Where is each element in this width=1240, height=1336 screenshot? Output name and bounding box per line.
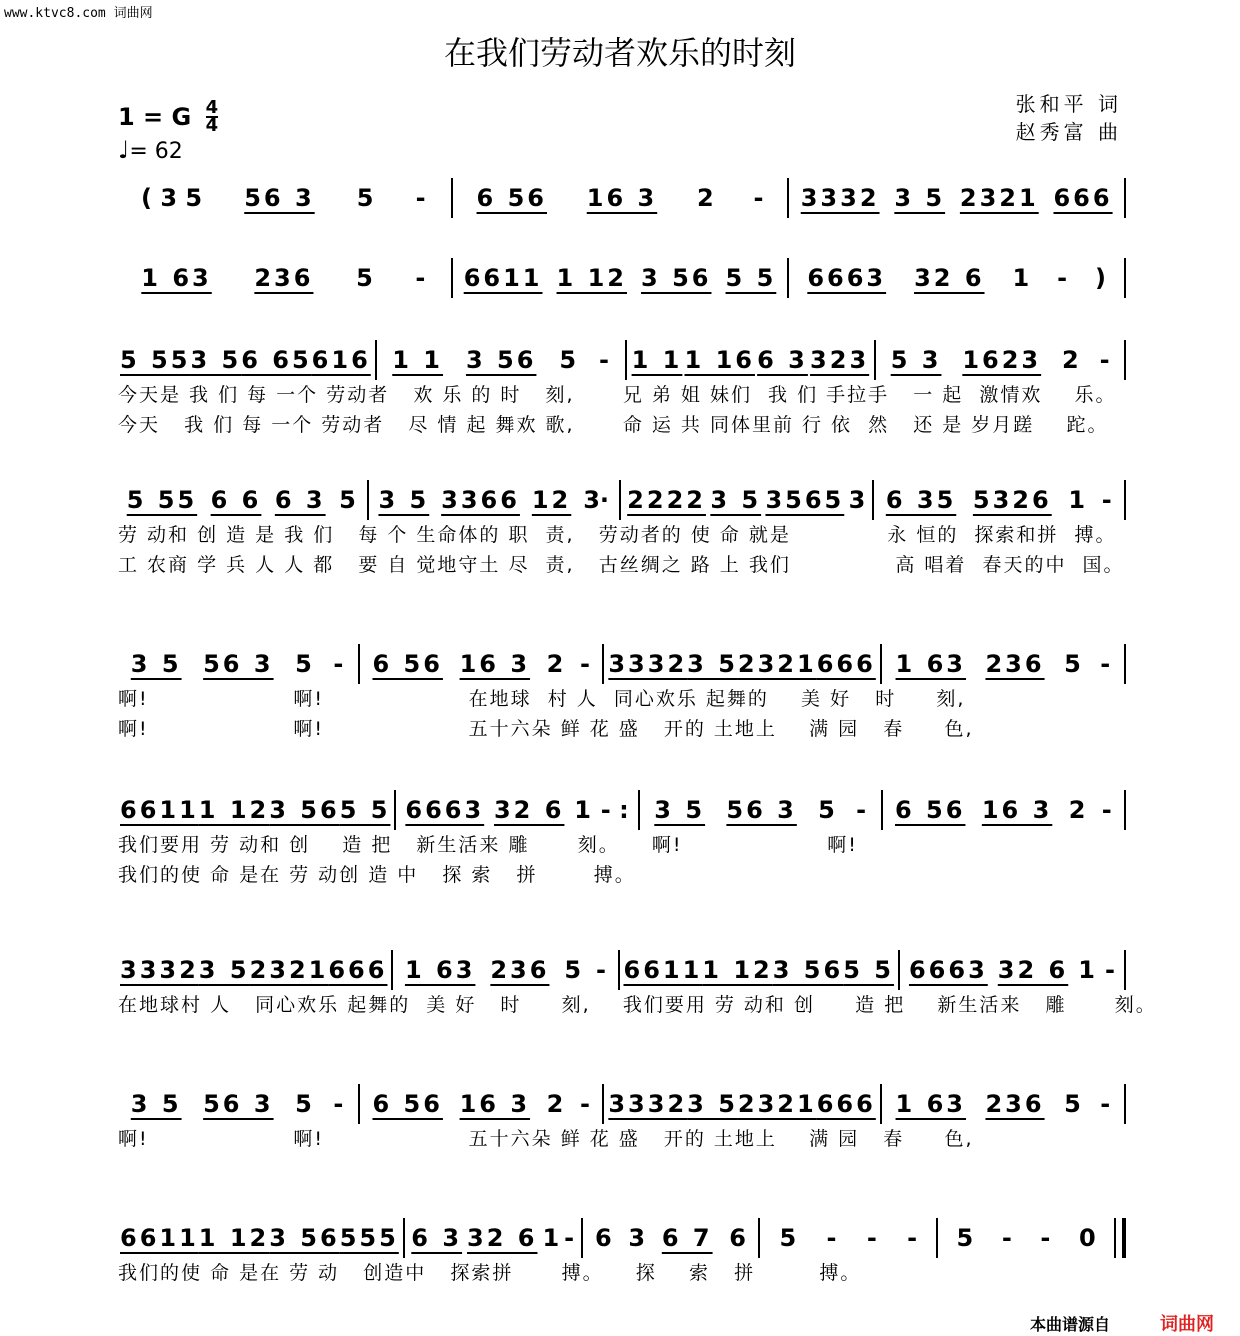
note-group: 5	[339, 486, 356, 514]
note-group: - :	[600, 796, 629, 824]
note-group: 666	[816, 1090, 876, 1118]
note-group: 3332	[120, 956, 199, 984]
measure	[116, 790, 394, 830]
note-group: -	[826, 1224, 837, 1252]
note-group: -	[866, 1224, 877, 1252]
measure	[620, 950, 898, 990]
note-group: 3	[628, 1224, 646, 1252]
note-group: -	[333, 1090, 344, 1118]
note-group: 5	[779, 1224, 797, 1252]
note-group: 2222	[627, 486, 706, 514]
note-group: 5 3	[890, 346, 942, 374]
note-group: 1 12	[198, 1224, 270, 1252]
note-group: 6 35	[885, 486, 957, 514]
note-group: 5	[295, 1090, 312, 1118]
measure	[116, 644, 358, 684]
measure	[116, 178, 451, 218]
note-group: 1 1	[392, 346, 444, 374]
note-group: -	[599, 346, 609, 374]
note-group: 2321	[959, 184, 1039, 212]
lyric-line: 啊! 啊! 在地球 村 人 同心欢乐 起舞的 美 好 时 刻,	[118, 688, 966, 710]
note-group: 236	[985, 650, 1045, 678]
note-group: 5	[356, 264, 373, 292]
barline	[1124, 480, 1126, 520]
composer: 赵秀富 曲	[1015, 120, 1122, 144]
note-group: -	[1099, 346, 1110, 374]
note-group: 2	[1062, 346, 1079, 374]
measure	[360, 644, 602, 684]
measure	[627, 340, 875, 380]
measure	[405, 1218, 581, 1258]
measure	[604, 644, 879, 684]
note-group: 5	[559, 346, 577, 374]
measure	[604, 1084, 879, 1124]
note-group: 666	[816, 650, 876, 678]
measure	[789, 178, 1124, 218]
note-group: 6 3	[411, 1224, 463, 1252]
footer-brand: 词曲网	[1160, 1314, 1214, 1335]
measure	[360, 1084, 602, 1124]
lyric-line: 劳 动和 创 造 是 我 们 每 个 生命体的 职 责, 劳动者的 使 命 就是 永 恒的 探索和拼 搏。	[118, 524, 1117, 546]
note-group: 6663	[908, 956, 988, 984]
note-group: 6611	[463, 264, 543, 292]
note-group: -	[564, 1224, 575, 1252]
notation-row	[116, 178, 1126, 218]
note-group: 32 6	[493, 796, 565, 824]
note-group: 2321	[737, 1090, 817, 1118]
measure	[396, 790, 637, 830]
note-group: 2	[546, 1090, 564, 1118]
barline	[1114, 1218, 1126, 1258]
measure	[876, 340, 1124, 380]
score-line	[116, 258, 1126, 298]
measure	[116, 1084, 358, 1124]
notation-row	[116, 1084, 1126, 1124]
note-group: 555	[339, 1224, 399, 1252]
quarter-note-icon: ♩	[118, 136, 130, 164]
note-group: 3 5	[894, 184, 946, 212]
song-title: 在我们劳动者欢乐的时刻	[443, 34, 796, 72]
note-group: 6 6	[210, 486, 262, 514]
note-group: 5 55	[120, 346, 191, 374]
note-group: 2	[1068, 796, 1086, 824]
note-group: 1 63	[895, 1090, 966, 1118]
note-group: -	[1104, 956, 1115, 984]
measure	[760, 1218, 936, 1258]
note-group: 32 6	[997, 956, 1069, 984]
note-group: 5326	[972, 486, 1052, 514]
note-group: -	[333, 650, 344, 678]
measure	[882, 644, 1124, 684]
measure	[453, 258, 788, 298]
notation-row	[116, 480, 1126, 520]
note-group: 56 3	[203, 650, 274, 678]
barline	[1124, 950, 1126, 990]
note-group: 5	[295, 650, 312, 678]
note-group: 1 63	[141, 264, 212, 292]
barline	[1124, 178, 1126, 218]
key-signature	[118, 97, 219, 136]
note-group: 236	[254, 264, 314, 292]
measure	[377, 340, 625, 380]
note-group: 56 3	[726, 796, 797, 824]
measure	[116, 1218, 403, 1258]
lyricist: 张和平 词	[1015, 92, 1122, 116]
lyric-line: 啊! 啊! 五十六朵 鲜 花 盛 开的 土地上 满 园 春 色,	[118, 718, 974, 740]
note-group: 3332	[800, 184, 880, 212]
note-group: 1 63	[404, 956, 476, 984]
footer-source: 本曲谱源自	[1030, 1315, 1111, 1334]
note-group: 32 6	[467, 1224, 538, 1252]
note-group: 2321	[249, 956, 329, 984]
measure	[874, 480, 1125, 520]
tempo	[118, 136, 183, 164]
note-group: -	[415, 264, 426, 292]
measure	[882, 1084, 1124, 1124]
lyric-line: 今天是 我 们 每 一个 劳动者 欢 乐 的 时 刻, 兄 弟 姐 妹们 我 们 手拉手 一 起 激情欢 乐。	[118, 384, 1117, 406]
note-group: 1	[1078, 956, 1095, 984]
note-group: 6 56	[372, 650, 443, 678]
note-group: 32 6	[914, 264, 985, 292]
notation-row	[116, 340, 1126, 380]
measure	[116, 950, 391, 990]
note-group: )	[1095, 264, 1107, 292]
note-group: 1 16	[684, 346, 755, 374]
measure	[393, 950, 617, 990]
note-group: 6 56	[895, 796, 966, 824]
note-group: 6611	[120, 796, 199, 824]
score-line	[116, 178, 1126, 218]
note-group: -	[1101, 486, 1112, 514]
note-group: -	[1001, 1224, 1012, 1252]
note-group: 56 3	[244, 184, 315, 212]
note-group: 0	[1078, 1224, 1096, 1252]
note-group: 3 5	[198, 956, 250, 984]
note-group: 5 5	[725, 264, 777, 292]
note-group: 6611	[623, 956, 703, 984]
note-group: 1 12	[702, 956, 773, 984]
measure	[116, 340, 375, 380]
note-group: 236	[985, 1090, 1045, 1118]
note-group: 1	[1012, 264, 1030, 292]
note-group: 5 5	[339, 796, 391, 824]
note-group: 2321	[737, 650, 817, 678]
score-line	[116, 1218, 1126, 1288]
note-group: 6663	[405, 796, 485, 824]
note-group: 3 5	[687, 1090, 738, 1118]
note-group: 12	[531, 486, 572, 514]
note-group: -	[415, 184, 426, 212]
note-group: 3 56	[772, 956, 844, 984]
note-group: 16 3	[981, 796, 1053, 824]
measure	[583, 1218, 759, 1258]
note-group: 3 56	[269, 796, 340, 824]
lyric-line: 我们要用 劳 动和 创 造 把 新生活来 雕 刻。 啊! 啊!	[118, 834, 858, 856]
note-group: 3 56	[465, 346, 537, 374]
note-group: 6 3	[274, 486, 326, 514]
score-line	[116, 340, 1126, 440]
note-group: -	[856, 796, 867, 824]
note-group: -	[580, 1090, 590, 1118]
score-line	[116, 644, 1126, 744]
note-group: 3	[848, 486, 866, 514]
measure	[883, 790, 1124, 830]
barline	[1124, 258, 1126, 298]
note-group: -	[1040, 1224, 1051, 1252]
note-group: 16 3	[459, 1090, 531, 1118]
note-group: 6 56	[372, 1090, 443, 1118]
time-top: 4	[205, 97, 219, 118]
barline	[1124, 790, 1126, 830]
lyric-line: 我们的使 命 是在 劳 动 创造中 探索拼 搏。 探 索 拼 搏。	[118, 1262, 862, 1284]
measure	[938, 1218, 1114, 1258]
note-group: 5	[956, 1224, 974, 1252]
note-group: 3366	[441, 486, 520, 514]
note-group: 6663	[807, 264, 887, 292]
note-group: 236	[490, 956, 550, 984]
note-group: 5	[1064, 1090, 1081, 1118]
note-group: 16 3	[459, 650, 531, 678]
note-group: 3 5	[130, 650, 182, 678]
notation-row	[116, 1218, 1126, 1258]
note-group: 1623	[962, 346, 1042, 374]
note-group: 2	[546, 650, 564, 678]
note-group: -	[1100, 1090, 1111, 1118]
measure	[640, 790, 881, 830]
time-bottom: 4	[205, 115, 219, 136]
note-group: -	[907, 1224, 918, 1252]
note-group: 5	[1064, 650, 1081, 678]
note-group: 5 55	[126, 486, 198, 514]
note-group: 3 56	[641, 264, 712, 292]
notation-row	[116, 258, 1126, 298]
measure	[900, 950, 1124, 990]
barline	[1124, 340, 1126, 380]
note-group: 1 63	[895, 650, 966, 678]
note-group: 3·	[583, 486, 610, 514]
note-group: 16 3	[586, 184, 658, 212]
note-group: -	[753, 184, 764, 212]
note-group: -	[1057, 264, 1068, 292]
measure	[453, 178, 788, 218]
note-group: -	[580, 650, 590, 678]
note-group: ( 3 5	[141, 184, 203, 212]
notation-row	[116, 950, 1126, 990]
note-group: 3 5	[190, 346, 242, 374]
note-group: 1	[542, 1224, 560, 1252]
note-group: 5	[818, 796, 835, 824]
note-group: 666	[328, 956, 388, 984]
note-group: 2	[696, 184, 714, 212]
note-group: -	[1100, 650, 1111, 678]
measure	[621, 480, 872, 520]
note-group: 6 56	[476, 184, 547, 212]
note-group: 1	[574, 796, 591, 824]
key-label: 1 = G	[118, 103, 192, 131]
lyric-line: 今天 我 们 每 一个 劳动者 尽 情 起 舞欢 歌, 命 运 共 同体里前 行 依 然 还 是 岁月蹉 跎。	[118, 414, 1109, 436]
notation-row	[116, 644, 1126, 684]
credits	[1016, 90, 1122, 146]
note-group: 6 65	[241, 346, 312, 374]
note-group: 6 3	[757, 346, 808, 374]
note-group: 1 12	[556, 264, 627, 292]
note-group: 6 7	[661, 1224, 713, 1252]
score-line	[116, 950, 1157, 1020]
lyric-line: 工 农商 学 兵 人 人 都 要 自 觉地守土 尽 责, 古丝绸之 路 上 我们 高 唱着 春天的中 国。	[118, 554, 1125, 576]
measure	[789, 258, 1124, 298]
note-group: 3332	[608, 650, 688, 678]
site-watermark: www.ktvc8.com 词曲网	[4, 6, 153, 21]
note-group: 3 56	[269, 1224, 340, 1252]
note-group: 3565	[765, 486, 845, 514]
note-group: 666	[1053, 184, 1113, 212]
note-group: 3 5	[654, 796, 706, 824]
note-group: -	[596, 956, 606, 984]
barline	[1124, 1084, 1126, 1124]
score-line	[116, 1084, 1126, 1154]
time-signature	[205, 97, 219, 136]
lyric-line: 啊! 啊! 五十六朵 鲜 花 盛 开的 土地上 满 园 春 色,	[118, 1128, 974, 1150]
score-line	[116, 480, 1126, 580]
note-group: 1 1	[631, 346, 683, 374]
barline	[1124, 644, 1126, 684]
tempo-value: = 62	[129, 139, 183, 164]
note-group: 6611	[120, 1224, 199, 1252]
note-group: 6	[594, 1224, 612, 1252]
note-group: 1 12	[198, 796, 270, 824]
measure	[369, 480, 620, 520]
note-group: 5	[356, 184, 374, 212]
note-group: 5	[564, 956, 582, 984]
measure	[116, 258, 451, 298]
note-group: 3 5	[687, 650, 738, 678]
notation-row	[116, 790, 1126, 830]
note-group: 1	[1068, 486, 1086, 514]
note-group: 616	[311, 346, 371, 374]
note-group: 3 5	[710, 486, 762, 514]
lyric-line: 在地球村 人 同心欢乐 起舞的 美 好 时 刻, 我们要用 劳 动和 创 造 把 新生活来 雕 刻。	[118, 994, 1157, 1016]
note-group: 3 5	[378, 486, 430, 514]
note-group: 3332	[608, 1090, 688, 1118]
note-group: 6	[729, 1224, 746, 1252]
note-group: 323	[810, 346, 870, 374]
lyric-line: 我们的使 命 是在 劳 动创 造 中 探 索 拼 搏。	[118, 864, 636, 886]
note-group: 56 3	[203, 1090, 274, 1118]
note-group: 5 5	[843, 956, 894, 984]
note-group: -	[1101, 796, 1112, 824]
note-group: 3 5	[130, 1090, 182, 1118]
score-line	[116, 790, 1126, 890]
measure	[116, 480, 367, 520]
